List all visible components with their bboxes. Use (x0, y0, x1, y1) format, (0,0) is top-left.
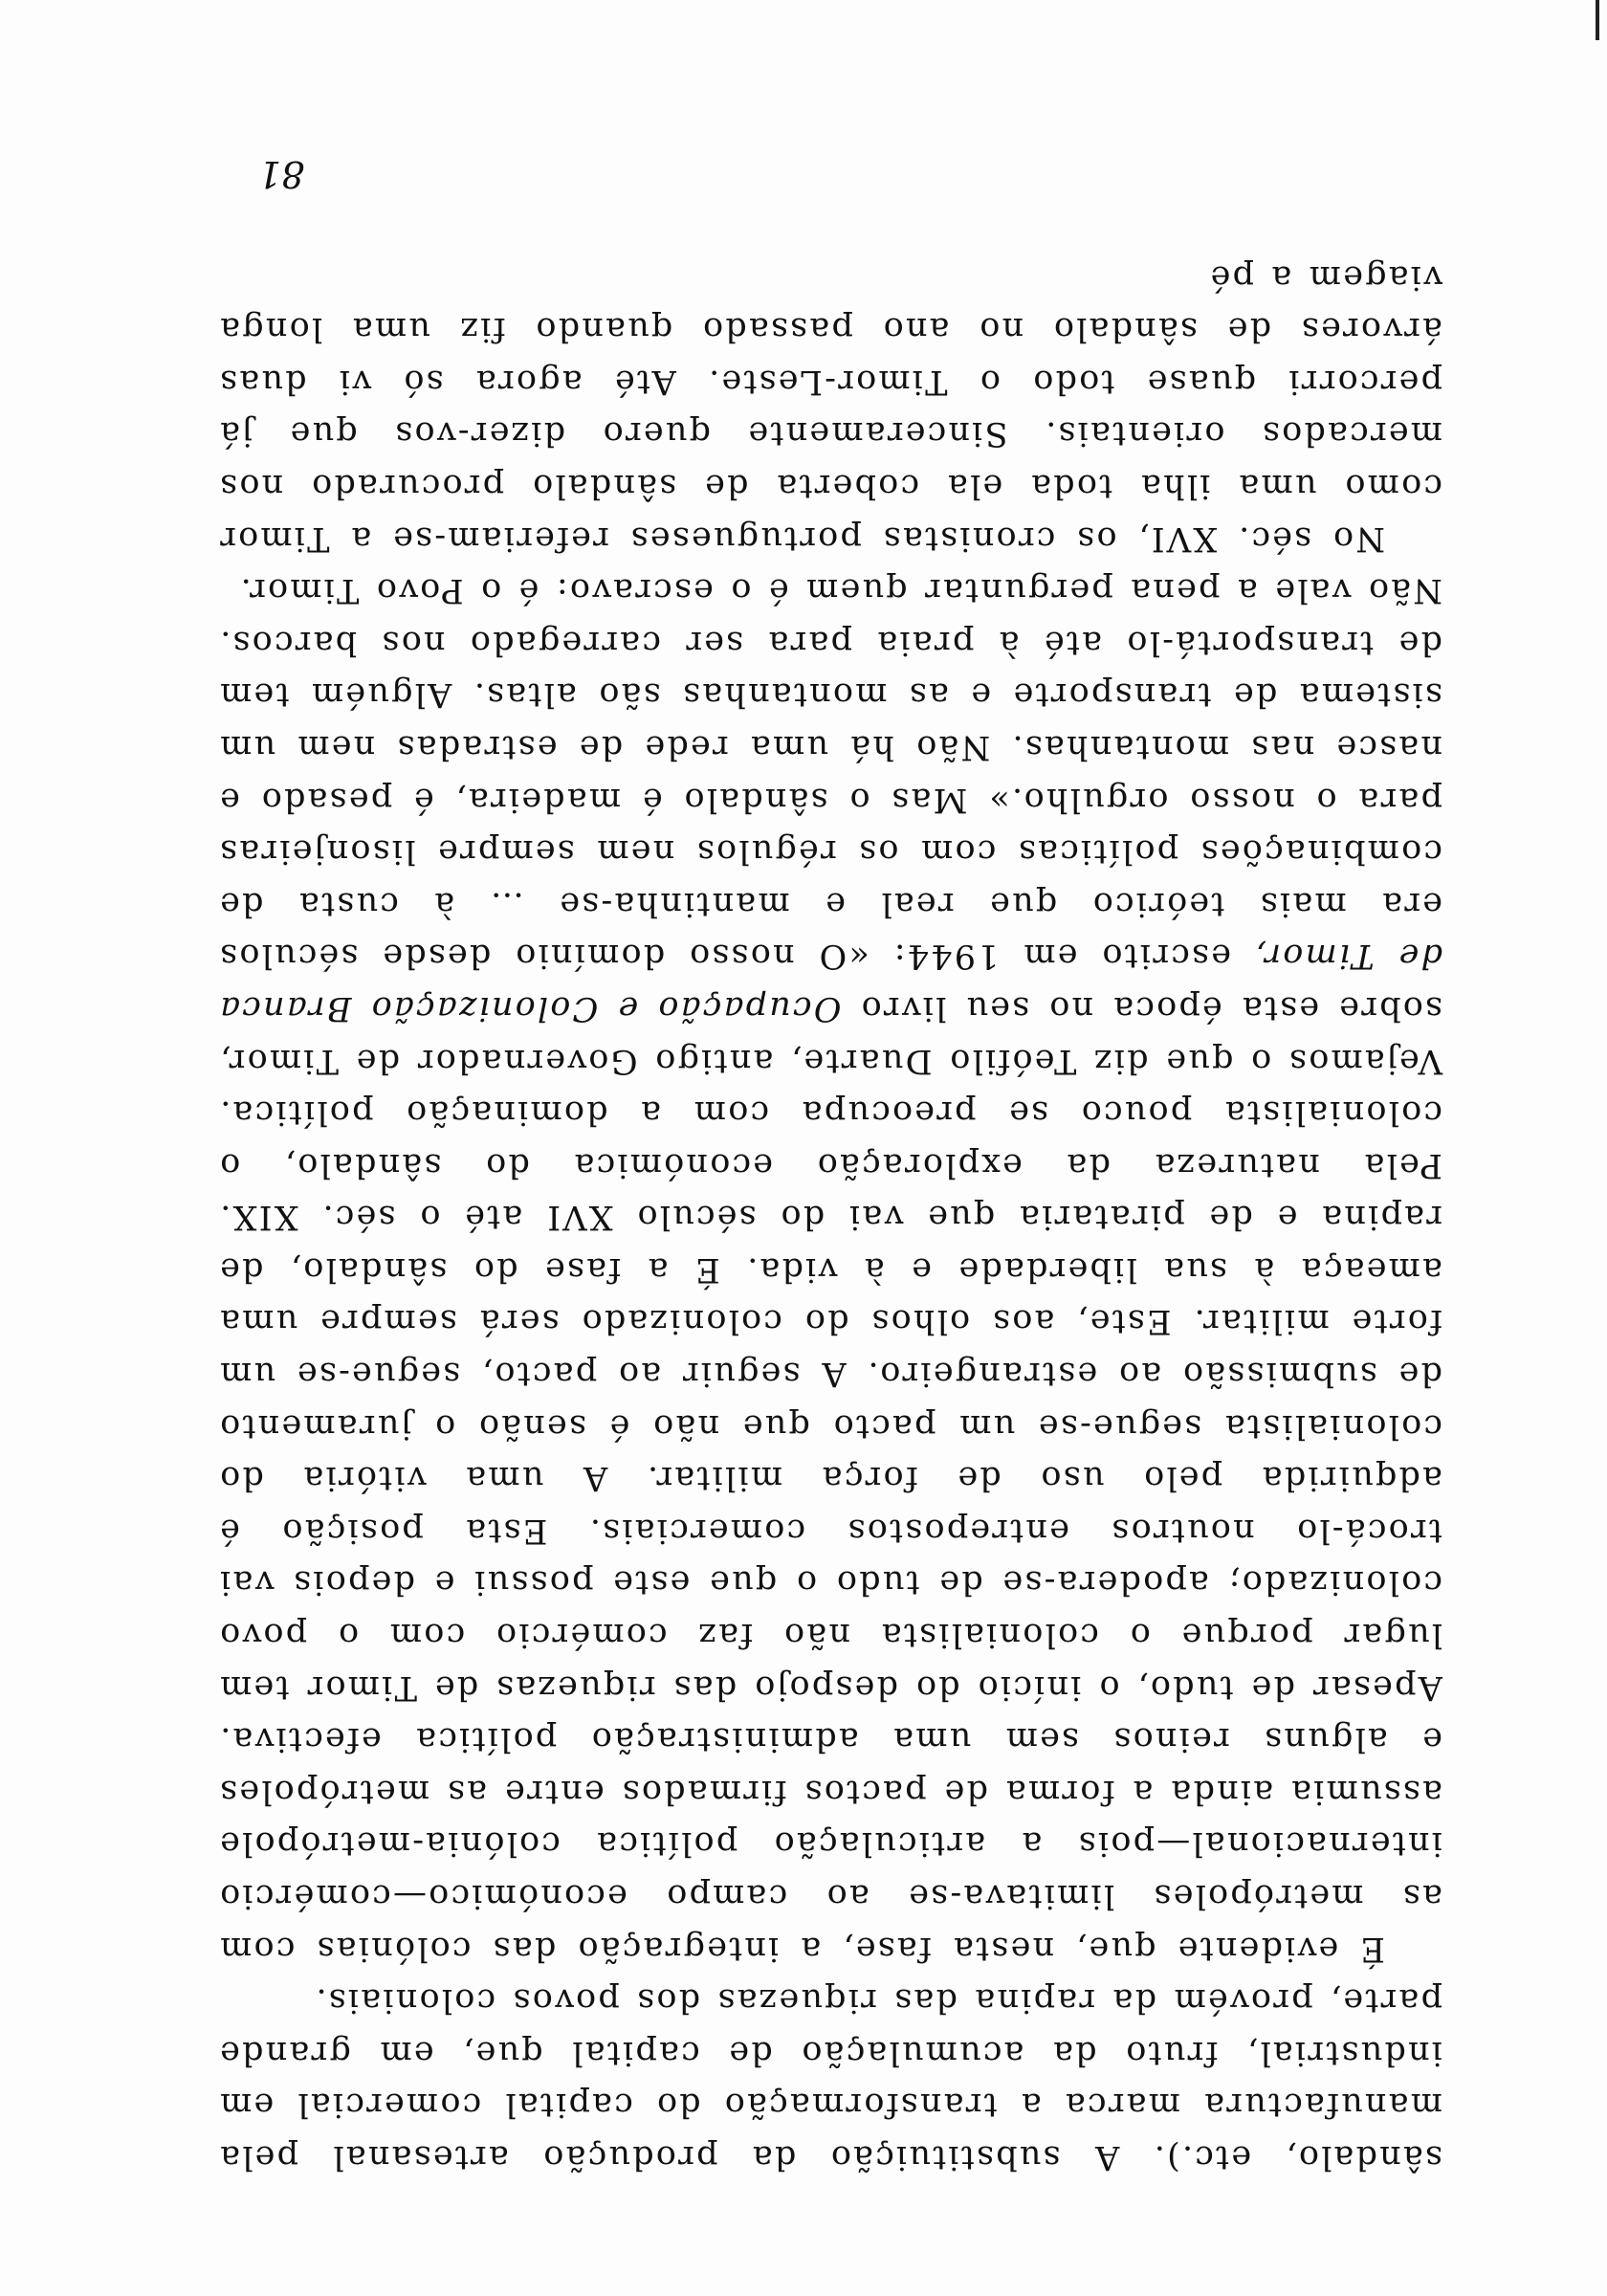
book-title: Ocupação e Colonização Branca de Timor, (218, 937, 1442, 1027)
paragraph (218, 564, 1442, 1975)
paragraph-text: sândalo, etc.). A substituição da produção artesanal pela manufactura marca a transformação do capital comercial em industrial, fruto da acumulação de capital que, em grande parte, provém da rapina das riquezas dos povos coloniais. (218, 1981, 1442, 2176)
body-text (218, 251, 1442, 2183)
paragraph (218, 251, 1442, 564)
paragraph-text: No séc. XVI, os cronistas portugueses referiam-se a Timor como uma ilha toda ela coberta de sândalo procurado nos mercados orientais. Sinceramente quero dizer-vos que já percorri quase todo o Timor-Leste. Até agora só vi duas árvores de sândalo no ano passado quando fiz uma longa viagem a pé (218, 257, 1442, 558)
paragraph-text: É evidente que, nesta fase, a integração das colónias com as metrópoles limitava-se ao campo económico—comércio internacional—pois a articulação política colónia-metrópole assumia ainda a forma de pactos firmados entre as metrópoles e alguns reinos sem uma administração política efectiva. Apesar de tudo, o início do despojo das riquezas de Timor tem lugar porque o colonialista não faz comércio com o povo colonizado; apodera-se de tudo o que este possui e depois vai trocá-lo noutros entrepostos comerciais. Esta posição é adquirida pelo uso de força militar. A uma vitória do colonialista segue-se um pacto que não é senão o juramento de submissão ao estrangeiro. A seguir ao pacto, segue-se um forte militar. Este, aos olhos do colonizado será sempre uma ameaça à sua liberdade e à vida. É a fase do sândalo, de rapina e de pirataria que vai do século XVI até o séc. XIX. Pela natureza da exploração económica do sândalo, o colonialista pouco se preocupa com a dominação política. Vejamos o que diz Teófilo Duarte, antigo Governador de Timor, sobre esta época no seu livro (218, 988, 1442, 1968)
paragraph (218, 1975, 1442, 2183)
paragraph-text: escrito em 1944: «O nosso domínio desde séculos era mais teórico que real e mantinha-se … à custa de combinações políticas com os régulos nem sempre lisonjeiras para o nosso orgulho.» Mas o sândalo é madeira, é pesado e nasce nas montanhas. Não há uma rede de estradas nem um sistema de transporte e as montanhas são altas. Alguém tem de transportá-lo até à praia para ser carregado nos barcos. Não vale a pena perguntar quem é o escravo: é o Povo Timor. (218, 571, 1442, 976)
page-number: 81 (258, 153, 305, 195)
